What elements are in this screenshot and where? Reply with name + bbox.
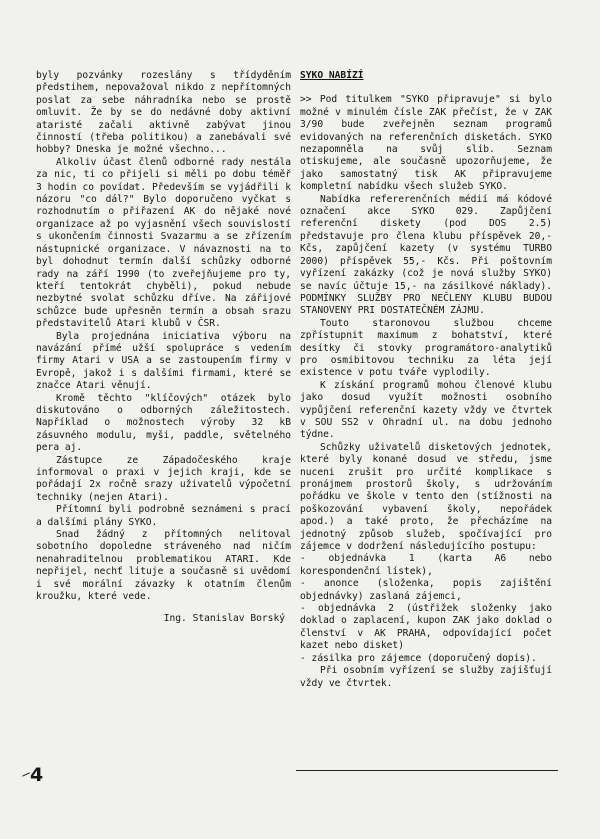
paragraph: byly pozvánky rozeslány s třídyděním předstihem, nepovažoval nikdo z nepřítomných poslat za sebe náhradníka nebo se prostě omluvit. Že by se do nedávné doby aktivní ataristé začali aktivně zabývat jinou činností (třeba politikou) a zanebávali své hobby? Dneska je možné všechno... xyxy=(36,70,291,156)
author-signature: Ing. Stanislav Borský xyxy=(163,613,285,625)
paragraph: Byla projednána iniciativa výboru na navázání přímé užší spolupráce s vedením firmy Atari v USA a se zastoupením firmy v Evropě, jakož i s dalšími firmami, které se značce Atari věnují. xyxy=(36,330,291,392)
paragraph: Alkoliv účast členů odborné rady nestála za nic, ti co přijeli si měli po dobu téměř 3 hodin co povídat. Především se vyjádřili k názoru "co dál?" Bylo doporučeno vyčkat s rozhodnutím o přiřazení AK do nějaké nové organizace až po vyjasnění všech souvislostí s ukončením činnosti Svazarmu a se zřízením nástupnické organizace. V návaznosti na to byl dohodnut termín další schůzky odborné rady na září 1990 (to zveřejňujeme pro ty, kteří tentokrát chyběli), pokud nebude nezbytné svolat schůzku dříve. Na zářijové schůzce bude upřesněn termín a obsah srazu představitelů Atari klubů v ČSR. xyxy=(36,156,291,330)
paragraph: >> Pod titulkem "SYKO připravuje" si bylo možné v minulém čísle ZAK přečíst, že v ZAK 3/90 bude zveřejněn seznam programů evidovaných na referenčních disketách. SYKO nezapomněla na svůj slib. Seznam otiskujeme, ale současně upozorňujeme, že jako samostatný tisk AK připravujeme kompletní nabídku všech služeb SYKO. xyxy=(300,94,552,193)
paragraph: - anonce (složenka, popis zajištění objednávky) zaslaná zájemci, xyxy=(300,578,552,602)
paragraph: Kromě těchto "klíčových" otázek bylo diskutováno o odborných záležitostech. Například o možnostech výroby 32 kB zásuvného modulu, myši, paddle, světelného pera aj. xyxy=(36,392,291,454)
paragraph: - zásilka pro zájemce (doporučený dopis). xyxy=(300,652,537,664)
paragraph: Zástupce ze Západočeského kraje informoval o praxi v jejich kraji, kde se pořádají 2x ročně srazy uživatelů výpočetní techniky (nejen Atari). xyxy=(36,454,291,503)
paragraph: K získání programů mohou členové klubu jako dosud využít možnosti osobního vypůjčení referenční kazety vždy ve čtvrtek v SOU SS2 v Ohradní ul. na dobu jednoho týdne. xyxy=(300,379,552,441)
paragraph: - objednávka 2 (ústřižek složenky jako doklad o zaplacení, kupon ZAK jako doklad o členství v AK PRAHA, odpovídající počet kazet nebo disket) xyxy=(300,603,552,652)
paragraph: Schůzky uživatelů disketových jednotek, které byly konané dosud ve středu, jsme nuceni zrušit pro určité komplikace s pronájmem prostorů školy, s udržováním pořádku ve škole v tento den (stížnosti na poškozování vybavení školy, nepořádek apod.) a také proto, že přecházíme na jednotný způsob služeb, spočívající pro zájemce v dodržení následujícího postupu: xyxy=(300,441,552,553)
right-column xyxy=(300,70,552,690)
paragraph: Nabídka refererenčních médií má kódové označení akce SYKO 029. Zapůjčení referenční diskety (pod DOS 2.5) představuje pro člena klubu příspěvek 20,- Kčs, zapůjčení kazety (v systému TURBO 2000) příspěvek 55,- Kčs. Při poštovním vyřízení zakázky (což je nová služby SYKO) se navíc účtuje 15,- na zásilkové náklady). PODMÍNKY SLUŽBY PRO NEČLENY KLUBU BUDOU STANOVENY PRI DOSTATEČNÉM ZÁJMU. xyxy=(300,193,552,317)
page-mark xyxy=(22,772,30,776)
paragraph: Snad žádný z přítomných nelitoval sobotního dopoledne stráveného nad ničím nenahraditelnou problematikou ATARI. Kde nepřijel, nechť lituje a současně si uvědomí i své morální závazky k otatním členům kroužku, které vede. xyxy=(36,529,291,603)
paragraph: Přítomní byli podrobně seznámeni s prací a dalšími plány SYKO. xyxy=(36,504,291,528)
footer-rule xyxy=(296,770,558,771)
paragraph: - objednávka 1 (karta A6 nebo korespondenční lístek), xyxy=(300,553,552,577)
paragraph: Při osobním vyřízení se služby zajišťují vždy ve čtvrtek. xyxy=(300,665,552,689)
paragraph: Touto staronovou službou chceme zpřístupnit maximum z bohatství, které desítky či stovky programátoro-analytiků pro osmibitovou techniku za léta její existence v potu tváře vyplodily. xyxy=(300,317,552,379)
page-number: 4 xyxy=(30,764,44,786)
left-column xyxy=(36,70,291,626)
section-heading: SYKO NABÍZÍ xyxy=(300,70,364,81)
